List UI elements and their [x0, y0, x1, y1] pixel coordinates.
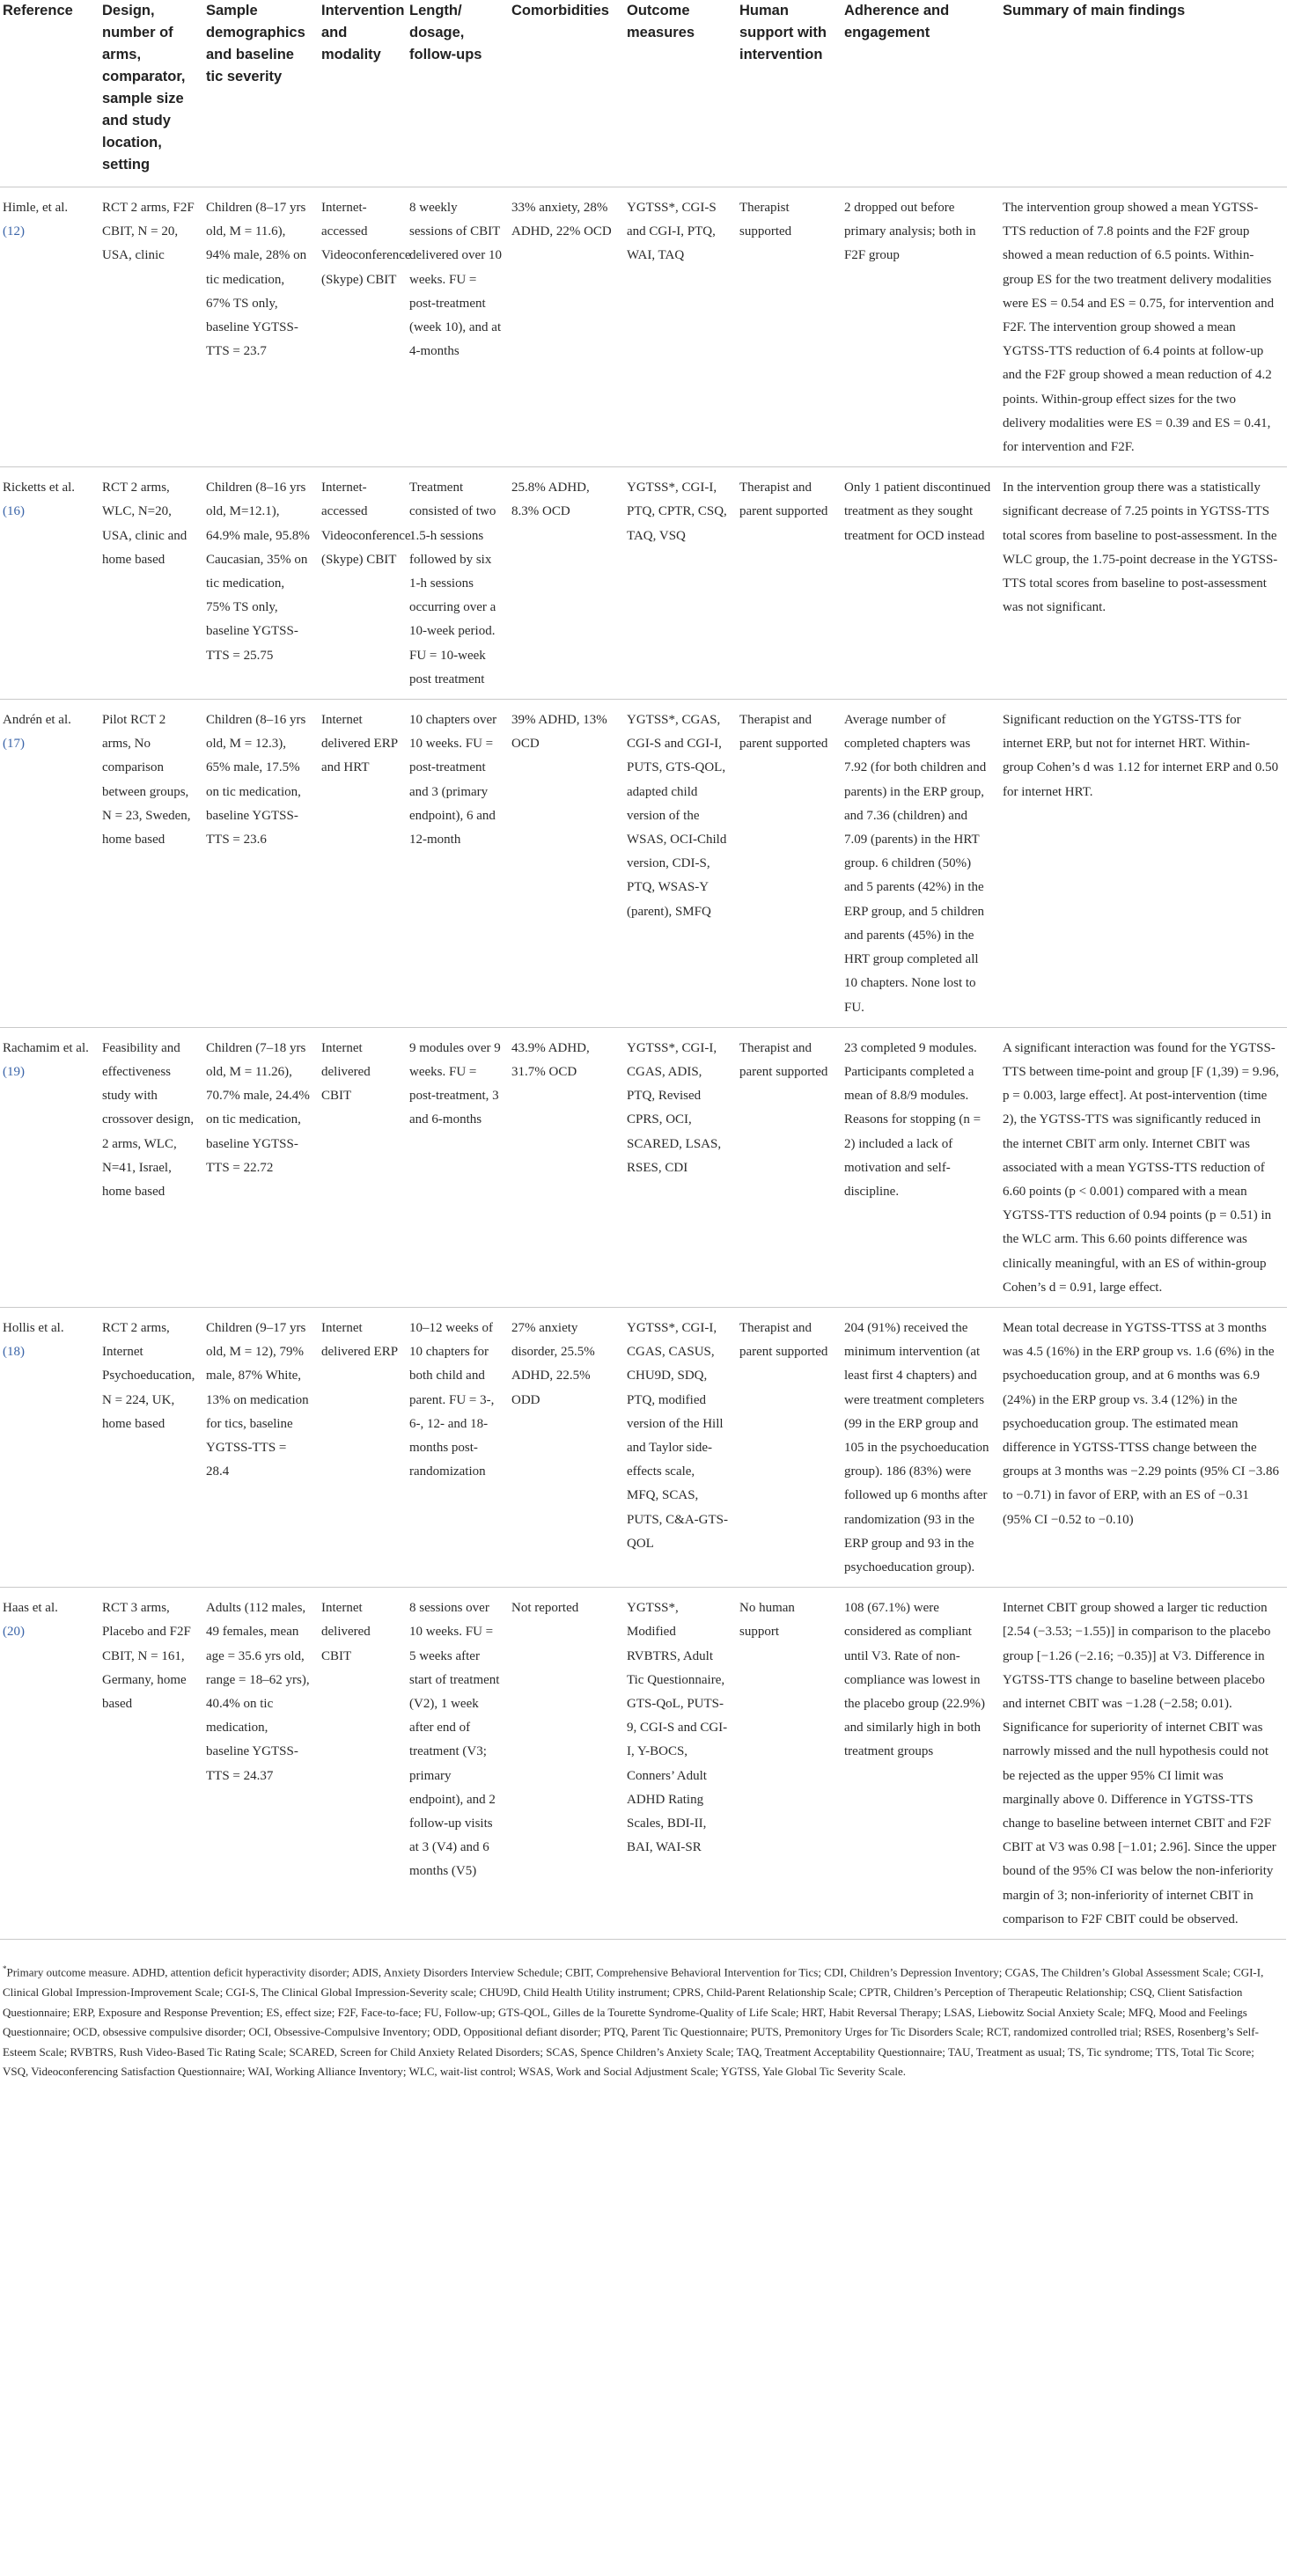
- cell-design: Pilot RCT 2 arms, No comparison between groups, N = 23, Sweden, home based: [99, 700, 203, 1028]
- cell-length: 10 chapters over 10 weeks. FU = post-treatment and 3 (primary endpoint), 6 and 12-month: [407, 700, 509, 1028]
- cell-support: No human support: [737, 1588, 842, 1939]
- cell-length: 8 weekly sessions of CBIT delivered over 10 weeks. FU = post-treatment (week 10), and at 4-months: [407, 187, 509, 467]
- cell-length: 8 sessions over 10 weeks. FU = 5 weeks after start of treatment (V2), 1 week after end of treatment (V3; primary endpoint), and 2 follow-up visits at 3 (V4) and 6 months (V5): [407, 1588, 509, 1939]
- table-row: [0, 467, 1287, 700]
- cell-design: RCT 3 arms, Placebo and F2F CBIT, N = 161, Germany, home based: [99, 1588, 203, 1939]
- cell-demographics: Adults (112 males, 49 females, mean age = 35.6 yrs old, range = 18–62 yrs), 40.4% on tic medication, baseline YGTSS-TTS = 24.37: [203, 1588, 319, 1939]
- cell-support: Therapist and parent supported: [737, 467, 842, 700]
- reference-name: Hollis et al.: [3, 1320, 64, 1335]
- table-footnote: [0, 1939, 1286, 2082]
- cell-findings: Significant reduction on the YGTSS-TTS for internet ERP, but not for internet HRT. Within-group Cohen’s d was 1.12 for internet ERP and 0.50 for internet HRT.: [1000, 700, 1287, 1028]
- table-row: [0, 187, 1287, 467]
- cell-intervention: Internet-accessed Videoconference (Skype) CBIT: [319, 187, 407, 467]
- table-row: [0, 1307, 1287, 1587]
- cell-length: 10–12 weeks of 10 chapters for both child and parent. FU = 3-, 6-, 12- and 18-months post-randomization: [407, 1307, 509, 1587]
- cell-reference: [0, 1307, 99, 1587]
- table-header-row: [0, 0, 1287, 187]
- cell-demographics: Children (8–17 yrs old, M = 11.6), 94% male, 28% on tic medication, 67% TS only, baseline YGTSS-TTS = 23.7: [203, 187, 319, 467]
- cell-demographics: Children (9–17 yrs old, M = 12), 79% male, 87% White, 13% on medication for tics, baseline YGTSS-TTS = 28.4: [203, 1307, 319, 1587]
- header-demographics: Sample demographics and baseline tic severity: [203, 0, 319, 187]
- cell-adherence: 2 dropped out before primary analysis; both in F2F group: [842, 187, 1000, 467]
- reference-link[interactable]: (16): [3, 504, 25, 519]
- table-row: [0, 1027, 1287, 1307]
- cell-support: Therapist and parent supported: [737, 1027, 842, 1307]
- table-row: [0, 700, 1287, 1028]
- cell-intervention: Internet delivered CBIT: [319, 1027, 407, 1307]
- cell-comorbidities: 39% ADHD, 13% OCD: [509, 700, 624, 1028]
- cell-design: RCT 2 arms, WLC, N=20, USA, clinic and home based: [99, 467, 203, 700]
- cell-comorbidities: Not reported: [509, 1588, 624, 1939]
- cell-demographics: Children (8–16 yrs old, M = 12.3), 65% male, 17.5% on tic medication, baseline YGTSS-TTS = 23.6: [203, 700, 319, 1028]
- cell-adherence: 108 (67.1%) were considered as compliant until V3. Rate of non-compliance was lowest in the placebo group (22.9%) and similarly high in both treatment groups: [842, 1588, 1000, 1939]
- header-outcomes: Outcome measures: [624, 0, 737, 187]
- reference-name: Andrén et al.: [3, 713, 71, 728]
- cell-adherence: 204 (91%) received the minimum intervention (at least first 4 chapters) and were treatment completers (99 in the ERP group and 105 in the psychoeducation group). 186 (83%) were followed up 6 months after randomization (93 in the ERP group and 93 in the psychoeducation group).: [842, 1307, 1000, 1587]
- cell-support: Therapist supported: [737, 187, 842, 467]
- cell-comorbidities: 25.8% ADHD, 8.3% OCD: [509, 467, 624, 700]
- cell-intervention: Internet delivered ERP: [319, 1307, 407, 1587]
- cell-length: Treatment consisted of two 1.5-h sessions followed by six 1-h sessions occurring over a 10-week period. FU = 10-week post treatment: [407, 467, 509, 700]
- reference-link[interactable]: (20): [3, 1625, 25, 1640]
- cell-design: Feasibility and effectiveness study with crossover design, 2 arms, WLC, N=41, Israel, home based: [99, 1027, 203, 1307]
- footnote-marker: *: [3, 1964, 7, 1974]
- header-comorbidities: Comorbidities: [509, 0, 624, 187]
- cell-demographics: Children (8–16 yrs old, M=12.1), 64.9% male, 95.8% Caucasian, 35% on tic medication, 75% TS only, baseline YGTSS-TTS = 25.75: [203, 467, 319, 700]
- header-adherence: Adherence and engagement: [842, 0, 1000, 187]
- cell-findings: In the intervention group there was a statistically significant decrease of 7.25 points in YGTSS-TTS total scores from baseline to post-assessment. In the WLC group, the 1.75-point decrease in the YGTSS-TTS total scores from baseline to post-assessment was not significant.: [1000, 467, 1287, 700]
- header-design: Design, number of arms, comparator, sample size and study location, setting: [99, 0, 203, 187]
- header-length: Length/ dosage, follow-ups: [407, 0, 509, 187]
- cell-support: Therapist and parent supported: [737, 1307, 842, 1587]
- reference-link[interactable]: (19): [3, 1064, 25, 1079]
- reference-name: Himle, et al.: [3, 201, 69, 215]
- cell-reference: [0, 467, 99, 700]
- cell-findings: Internet CBIT group showed a larger tic reduction [2.54 (−3.53; −1.55)] in comparison to the placebo group [−1.26 (−2.16; −0.35)] at V3. Difference in YGTSS-TTS change to baseline between placebo and internet CBIT was −1.28 (−2.58; 0.01). Significance for superiority of internet CBIT was narrowly missed and the null hypothesis could not be rejected as the upper 95% CI limit was marginally above 0. Difference in YGTSS-TTS change to baseline between internet CBIT and F2F CBIT at V3 was 0.98 [−1.01; 2.96]. Since the upper bound of the 95% CI was below the non-inferiority margin of 3; non-inferiority of internet CBIT in comparison to F2F CBIT could be observed.: [1000, 1588, 1287, 1939]
- reference-name: Rachamim et al.: [3, 1040, 89, 1055]
- cell-design: RCT 2 arms, F2F CBIT, N = 20, USA, clinic: [99, 187, 203, 467]
- table-row: [0, 1588, 1287, 1939]
- reference-link[interactable]: (18): [3, 1345, 25, 1360]
- cell-reference: [0, 1588, 99, 1939]
- reference-link[interactable]: (12): [3, 224, 25, 239]
- cell-comorbidities: 33% anxiety, 28% ADHD, 22% OCD: [509, 187, 624, 467]
- header-intervention: Intervention and modality: [319, 0, 407, 187]
- cell-comorbidities: 43.9% ADHD, 31.7% OCD: [509, 1027, 624, 1307]
- cell-adherence: 23 completed 9 modules. Participants completed a mean of 8.8/9 modules. Reasons for stopping (n = 2) included a lack of motivation and self-discipline.: [842, 1027, 1000, 1307]
- cell-reference: [0, 1027, 99, 1307]
- cell-intervention: Internet delivered CBIT: [319, 1588, 407, 1939]
- cell-adherence: Only 1 patient discontinued treatment as they sought treatment for OCD instead: [842, 467, 1000, 700]
- cell-outcomes: YGTSS*, CGI-I, PTQ, CPTR, CSQ, TAQ, VSQ: [624, 467, 737, 700]
- cell-support: Therapist and parent supported: [737, 700, 842, 1028]
- cell-length: 9 modules over 9 weeks. FU = post-treatment, 3 and 6-months: [407, 1027, 509, 1307]
- footnote-text: Primary outcome measure. ADHD, attention deficit hyperactivity disorder; ADIS, Anxiety Disorders Interview Schedule; CBIT, Comprehensive Behavioral Intervention for Tics; CDI, Children’s Depression Inventory; CGAS, The Children’s Global Assessment Scale; CGI-I, Clinical Global Impression-Improvement Scale; CGI-S, The Clinical Global Impression-Severity scale; CHU9D, Child Health Utility instrument; CPRS, Child-Parent Relationship Scale; CPTR, Children’s Perception of Therapeutic Relationship; CSQ, Client Satisfaction Questionnaire; ERP, Exposure and Response Prevention; ES, effect size; F2F, Face-to-face; FU, Follow-up; GTS-QOL, Gilles de la Tourette Syndrome-Quality of Life Scale; HRT, Habit Reversal Therapy; LSAS, Liebowitz Social Anxiety Scale; MFQ, Mood and Feelings Questionnaire; OCD, obsessive compulsive disorder; OCI, Obsessive-Compulsive Inventory; ODD, Oppositional defiant disorder; PTQ, Parent Tic Questionnaire; PUTS, Premonitory Urges for Tic Disorders Scale; RCT, randomized controlled trial; RSES, Rosenberg’s Self-Esteem Scale; RVBTRS, Rush Video-Based Tic Rating Scale; SCARED, Screen for Child Anxiety Related Disorders; SCAS, Spence Children’s Anxiety Scale; TAQ, Treatment Acceptability Questionnaire; TAU, Treatment as usual; TS, Tic syndrome; TTS, Total Tic Score; VSQ, Videoconferencing Satisfaction Questionnaire; WAI, Working Alliance Inventory; WLC, wait-list control; WSAS, Work and Social Adjustment Scale; YGTSS, Yale Global Tic Severity Scale.: [3, 1965, 1264, 2079]
- cell-intervention: Internet-accessed Videoconference (Skype) CBIT: [319, 467, 407, 700]
- cell-outcomes: YGTSS*, CGAS, CGI-S and CGI-I, PUTS, GTS-QOL, adapted child version of the WSAS, OCI-Child version, CDI-S, PTQ, WSAS-Y (parent), SMFQ: [624, 700, 737, 1028]
- cell-demographics: Children (7–18 yrs old, M = 11.26), 70.7% male, 24.4% on tic medication, baseline YGTSS-TTS = 22.72: [203, 1027, 319, 1307]
- header-support: Human support with intervention: [737, 0, 842, 187]
- cell-findings: Mean total decrease in YGTSS-TTSS at 3 months was 4.5 (16%) in the ERP group vs. 1.6 (6%) in the psychoeducation group, and at 6 months was 6.9 (24%) in the ERP group vs. 3.4 (12%) in the psychoeducation group. The estimated mean difference in YGTSS-TTSS change between the groups at 3 months was −2.29 points (95% CI −3.86 to −0.71) in favor of ERP, with an ES of −0.31 (95% CI −0.52 to −0.10): [1000, 1307, 1287, 1587]
- reference-name: Ricketts et al.: [3, 481, 76, 495]
- cell-findings: A significant interaction was found for the YGTSS-TTS between time-point and group [F (1,39) = 9.96, p = 0.003, large effect]. At post-intervention (time 2), the YGTSS-TTS was significantly reduced in the internet CBIT arm only. Internet CBIT was associated with a mean YGTSS-TTS reduction of 6.60 points (p < 0.001) compared with a mean YGTSS-TTS reduction of 0.94 points (p = 0.51) in the WLC arm. This 6.60 points difference was clinically meaningful, with an ES of within-group Cohen’s d = 0.91, large effect.: [1000, 1027, 1287, 1307]
- reference-link[interactable]: (17): [3, 737, 25, 752]
- header-findings: Summary of main findings: [1000, 0, 1287, 187]
- cell-outcomes: YGTSS*, Modified RVBTRS, Adult Tic Questionnaire, GTS-QoL, PUTS-9, CGI-S and CGI-I, Y-BOCS, Conners’ Adult ADHD Rating Scales, BDI-II, BAI, WAI-SR: [624, 1588, 737, 1939]
- cell-findings: The intervention group showed a mean YGTSS-TTS reduction of 7.8 points and the F2F group showed a mean reduction of 6.5 points. Within-group ES for the two treatment delivery modalities were ES = 0.54 and ES = 0.75, for intervention and F2F. The intervention group showed a mean YGTSS-TTS reduction of 6.4 points at follow-up and the F2F group showed a mean reduction of 4.2 points. Within-group effect sizes for the two delivery modalities were ES = 0.39 and ES = 0.41, for intervention and F2F.: [1000, 187, 1287, 467]
- cell-design: RCT 2 arms, Internet Psychoeducation, N = 224, UK, home based: [99, 1307, 203, 1587]
- cell-outcomes: YGTSS*, CGI-I, CGAS, CASUS, CHU9D, SDQ, PTQ, modified version of the Hill and Taylor side-effects scale, MFQ, SCAS, PUTS, C&A-GTS-QOL: [624, 1307, 737, 1587]
- cell-outcomes: YGTSS*, CGI-I, CGAS, ADIS, PTQ, Revised CPRS, OCI, SCARED, LSAS, RSES, CDI: [624, 1027, 737, 1307]
- cell-reference: [0, 187, 99, 467]
- reference-name: Haas et al.: [3, 1601, 58, 1616]
- cell-reference: [0, 700, 99, 1028]
- header-reference: Reference: [0, 0, 99, 187]
- cell-adherence: Average number of completed chapters was 7.92 (for both children and parents) in the ERP group, and 7.36 (children) and 7.09 (parents) in the HRT group. 6 children (50%) and 5 parents (42%) in the ERP group, and 5 children and parents (45%) in the HRT group completed all 10 chapters. None lost to FU.: [842, 700, 1000, 1028]
- cell-intervention: Internet delivered ERP and HRT: [319, 700, 407, 1028]
- cell-outcomes: YGTSS*, CGI-S and CGI-I, PTQ, WAI, TAQ: [624, 187, 737, 467]
- cell-comorbidities: 27% anxiety disorder, 25.5% ADHD, 22.5% ODD: [509, 1307, 624, 1587]
